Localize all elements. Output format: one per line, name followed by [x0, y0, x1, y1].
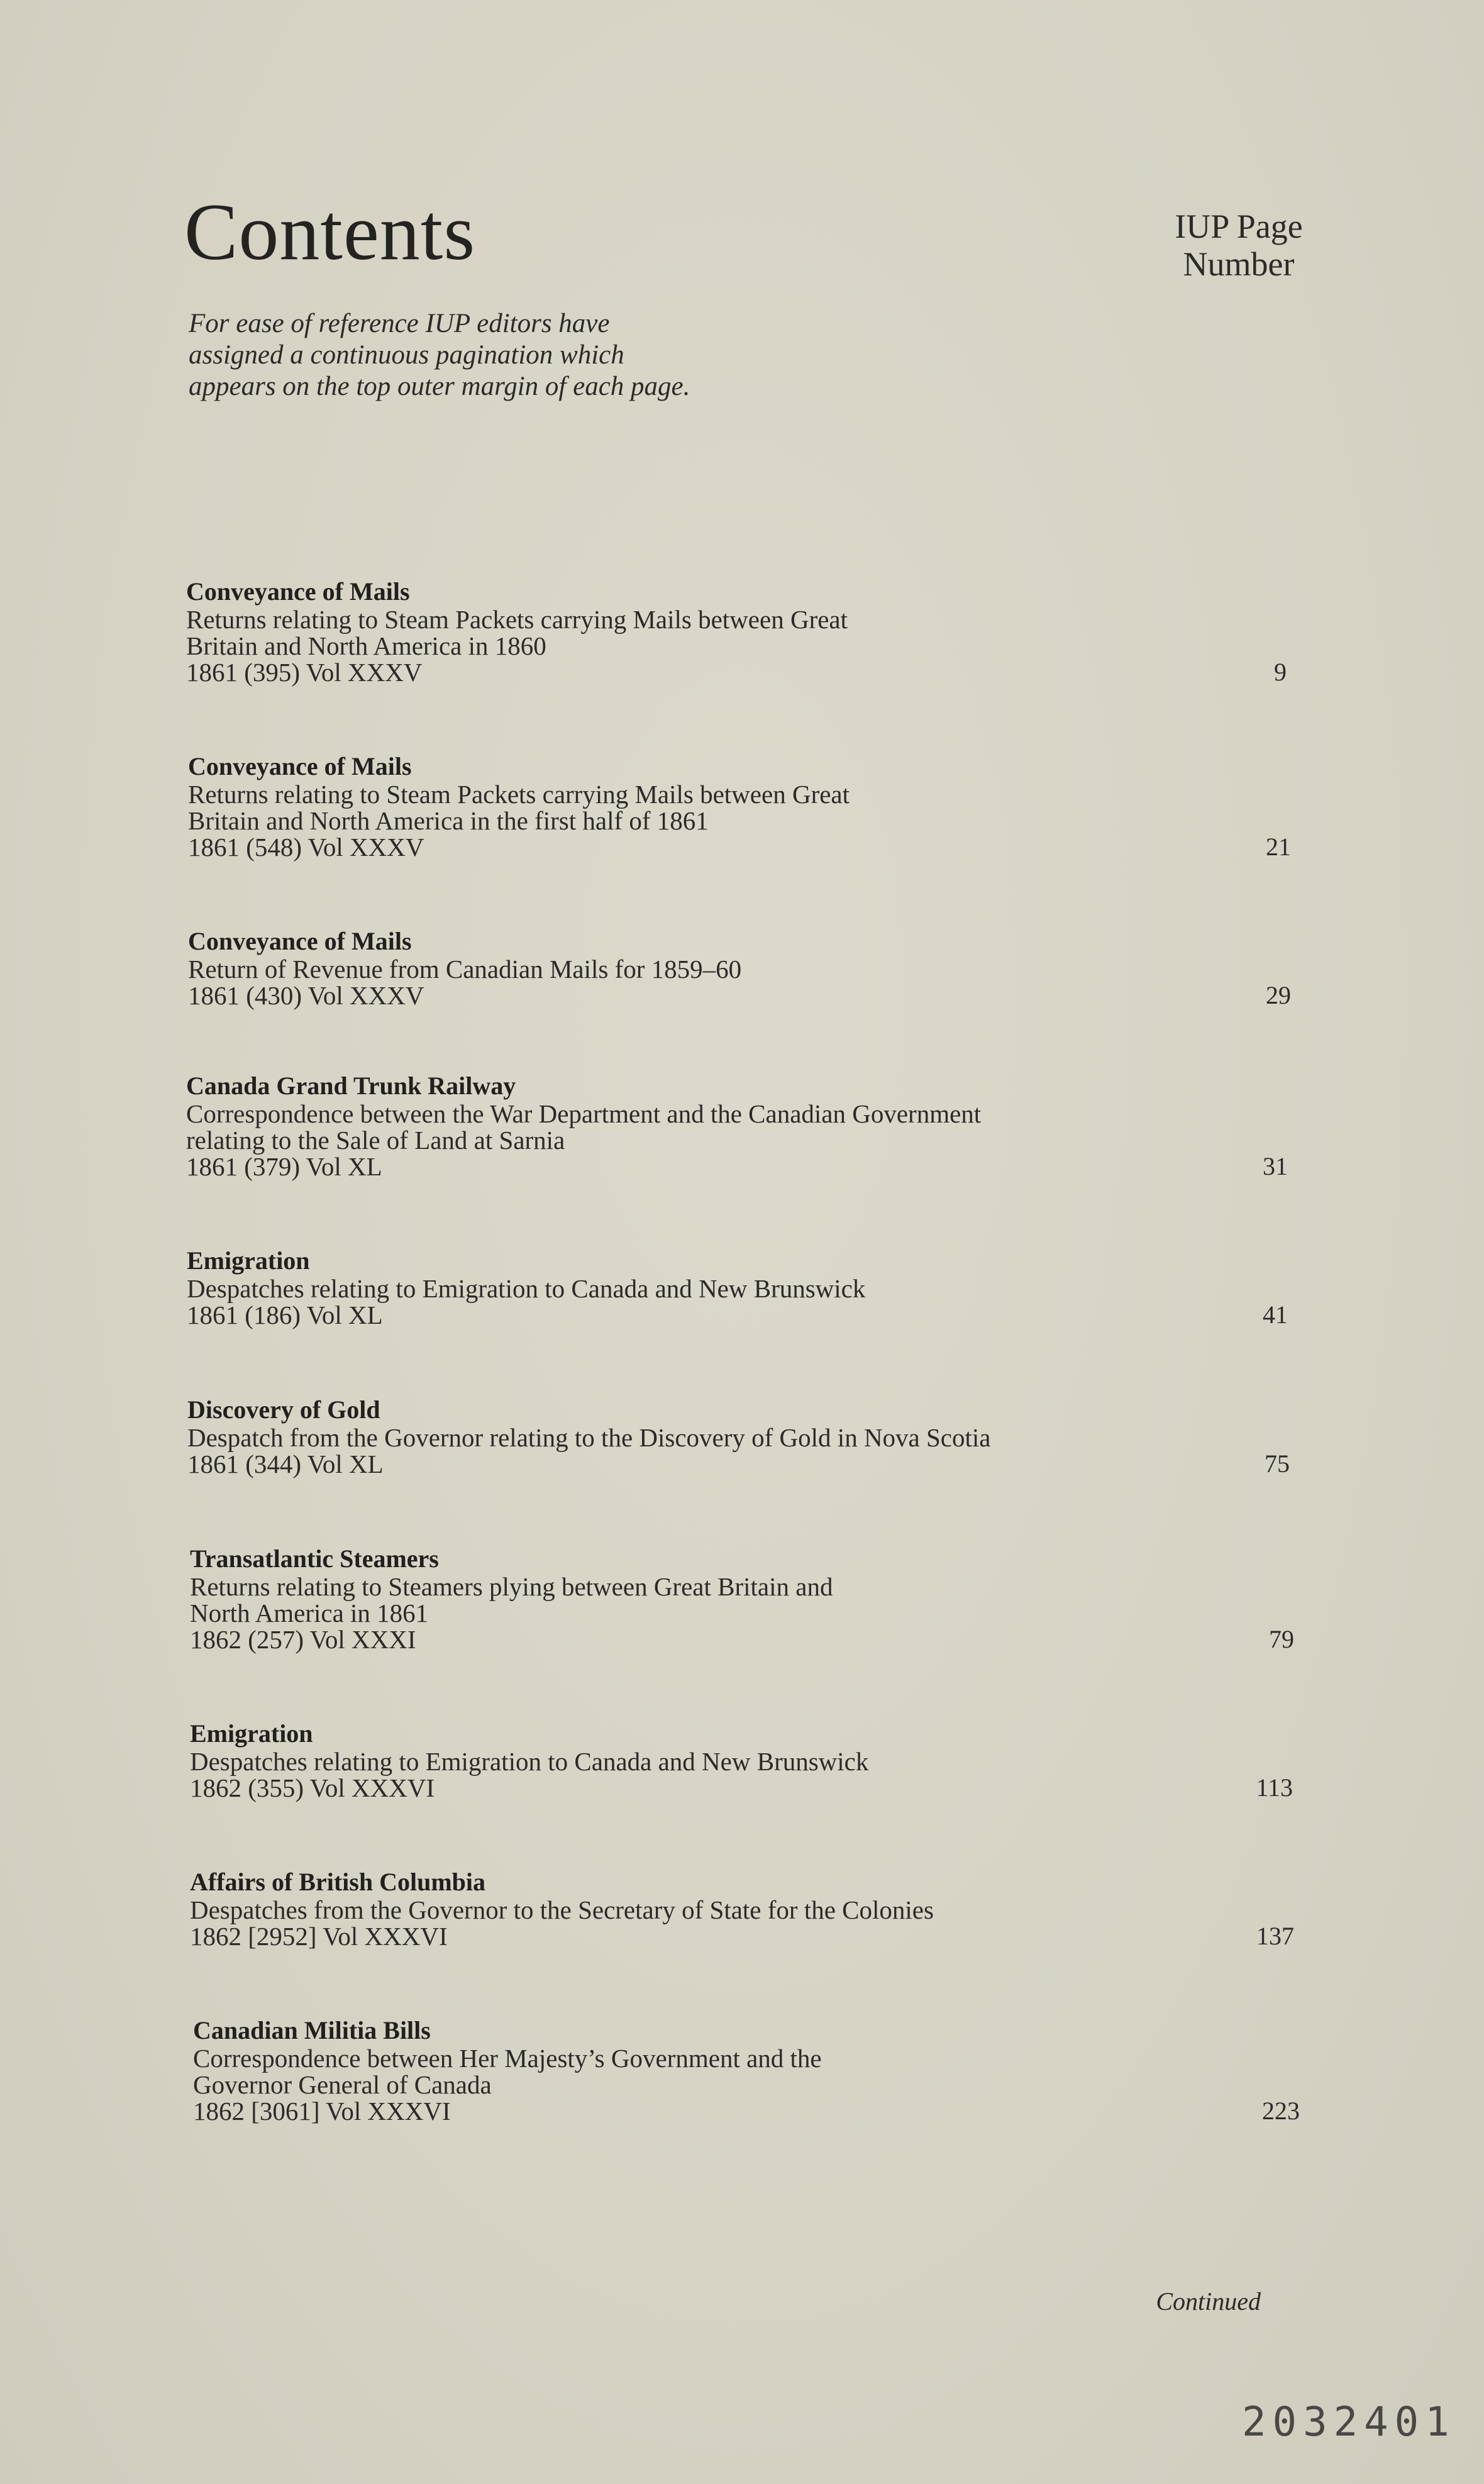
- contents-entry: [186, 1072, 1287, 1180]
- entry-reference: 1861 (548) Vol XXXV: [188, 833, 424, 862]
- iup-page-number-header: [1144, 208, 1333, 283]
- entry-description-line-2: Governor General of Canada: [193, 2070, 492, 2099]
- intro-line-2: assigned a continuous pagination which: [189, 340, 624, 370]
- entry-description-line-1: Despatch from the Governor relating to the Discovery of Gold in Nova Scotia: [187, 1423, 991, 1452]
- entry-description-line-1: Returns relating to Steam Packets carrying Mails between Great: [188, 780, 850, 809]
- entry-reference: 1861 (430) Vol XXXV: [188, 981, 424, 1010]
- entry-reference: 1862 (355) Vol XXXVI: [190, 1773, 435, 1802]
- iup-header-line-1: IUP Page: [1175, 208, 1303, 245]
- entry-page-number: 113: [1256, 1773, 1293, 1802]
- entry-description-line-2: relating to the Sale of Land at Sarnia: [186, 1126, 565, 1155]
- entry-reference: 1862 (257) Vol XXXI: [190, 1625, 416, 1654]
- entry-description-line-2: Britain and North America in 1860: [186, 631, 546, 660]
- contents-entry: [187, 1395, 1288, 1477]
- entry-page-number: 31: [1263, 1152, 1288, 1180]
- entry-page-number: 79: [1269, 1625, 1294, 1653]
- entry-page-number: 137: [1256, 1922, 1294, 1950]
- page-title: Contents: [184, 187, 476, 277]
- entry-description-line-2: Britain and North America in the first half of 1861: [188, 806, 709, 835]
- entry-description-line-1: Returns relating to Steam Packets carrying Mails between Great: [186, 605, 848, 634]
- intro-line-1: For ease of reference IUP editors have: [189, 309, 610, 338]
- contents-entry: [188, 927, 1291, 1010]
- entry-reference: 1862 [3061] Vol XXXVI: [193, 2097, 451, 2126]
- library-stamp-number: 2032401: [1242, 2399, 1456, 2446]
- entry-page-number: 75: [1265, 1450, 1290, 1478]
- entry-description-line-1: Despatches relating to Emigration to Canada and New Brunswick: [190, 1747, 869, 1776]
- entry-page-number: 21: [1266, 833, 1291, 861]
- entry-heading: Emigration: [190, 1719, 313, 1748]
- entry-description-line-1: Despatches relating to Emigration to Canada and New Brunswick: [187, 1274, 866, 1303]
- contents-entry: [188, 752, 1291, 862]
- entry-page-number: 41: [1263, 1300, 1288, 1329]
- entry-heading: Emigration: [187, 1246, 310, 1275]
- entry-reference: 1861 (379) Vol XL: [186, 1152, 382, 1181]
- entry-heading: Conveyance of Mails: [188, 752, 412, 780]
- entry-description-line-1: Correspondence between Her Majesty’s Government and the: [193, 2044, 822, 2073]
- entry-description-line-1: Correspondence between the War Department and the Canadian Government: [186, 1099, 982, 1128]
- entry-reference: 1861 (344) Vol XL: [187, 1450, 384, 1478]
- continued-note: Continued: [1156, 2287, 1261, 2315]
- contents-entry: [190, 1868, 1294, 1951]
- entry-heading: Canadian Militia Bills: [193, 2016, 431, 2044]
- entry-reference: 1862 [2952] Vol XXXVI: [190, 1922, 448, 1951]
- entry-heading: Discovery of Gold: [187, 1395, 380, 1424]
- entry-description-line-1: Despatches from the Governor to the Secretary of State for the Colonies: [190, 1895, 934, 1924]
- entry-description-line-1: Returns relating to Steamers plying between Great Britain and: [190, 1572, 833, 1601]
- entry-description-line-2: North America in 1861: [190, 1599, 429, 1627]
- contents-entry: [190, 1719, 1293, 1802]
- entry-page-number: 9: [1274, 658, 1287, 686]
- entry-page-number: 29: [1266, 981, 1291, 1009]
- contents-entry: [190, 1544, 1294, 1654]
- contents-entry: [193, 2016, 1300, 2126]
- entry-page-number: 223: [1262, 2097, 1300, 2125]
- entry-reference: 1861 (186) Vol XL: [187, 1300, 383, 1329]
- contents-entry: [186, 577, 1287, 685]
- entry-heading: Affairs of British Columbia: [190, 1868, 485, 1896]
- entry-description-line-1: Return of Revenue from Canadian Mails for 1859–60: [188, 955, 742, 984]
- contents-entry: [187, 1246, 1287, 1328]
- entry-heading: Canada Grand Trunk Railway: [186, 1072, 516, 1100]
- entry-heading: Conveyance of Mails: [186, 577, 410, 606]
- intro-note: [189, 308, 755, 402]
- entry-reference: 1861 (395) Vol XXXV: [186, 658, 423, 687]
- entry-heading: Conveyance of Mails: [188, 927, 412, 955]
- intro-line-3: appears on the top outer margin of each page.: [189, 372, 690, 401]
- iup-header-line-2: Number: [1183, 245, 1295, 283]
- entry-heading: Transatlantic Steamers: [190, 1544, 439, 1573]
